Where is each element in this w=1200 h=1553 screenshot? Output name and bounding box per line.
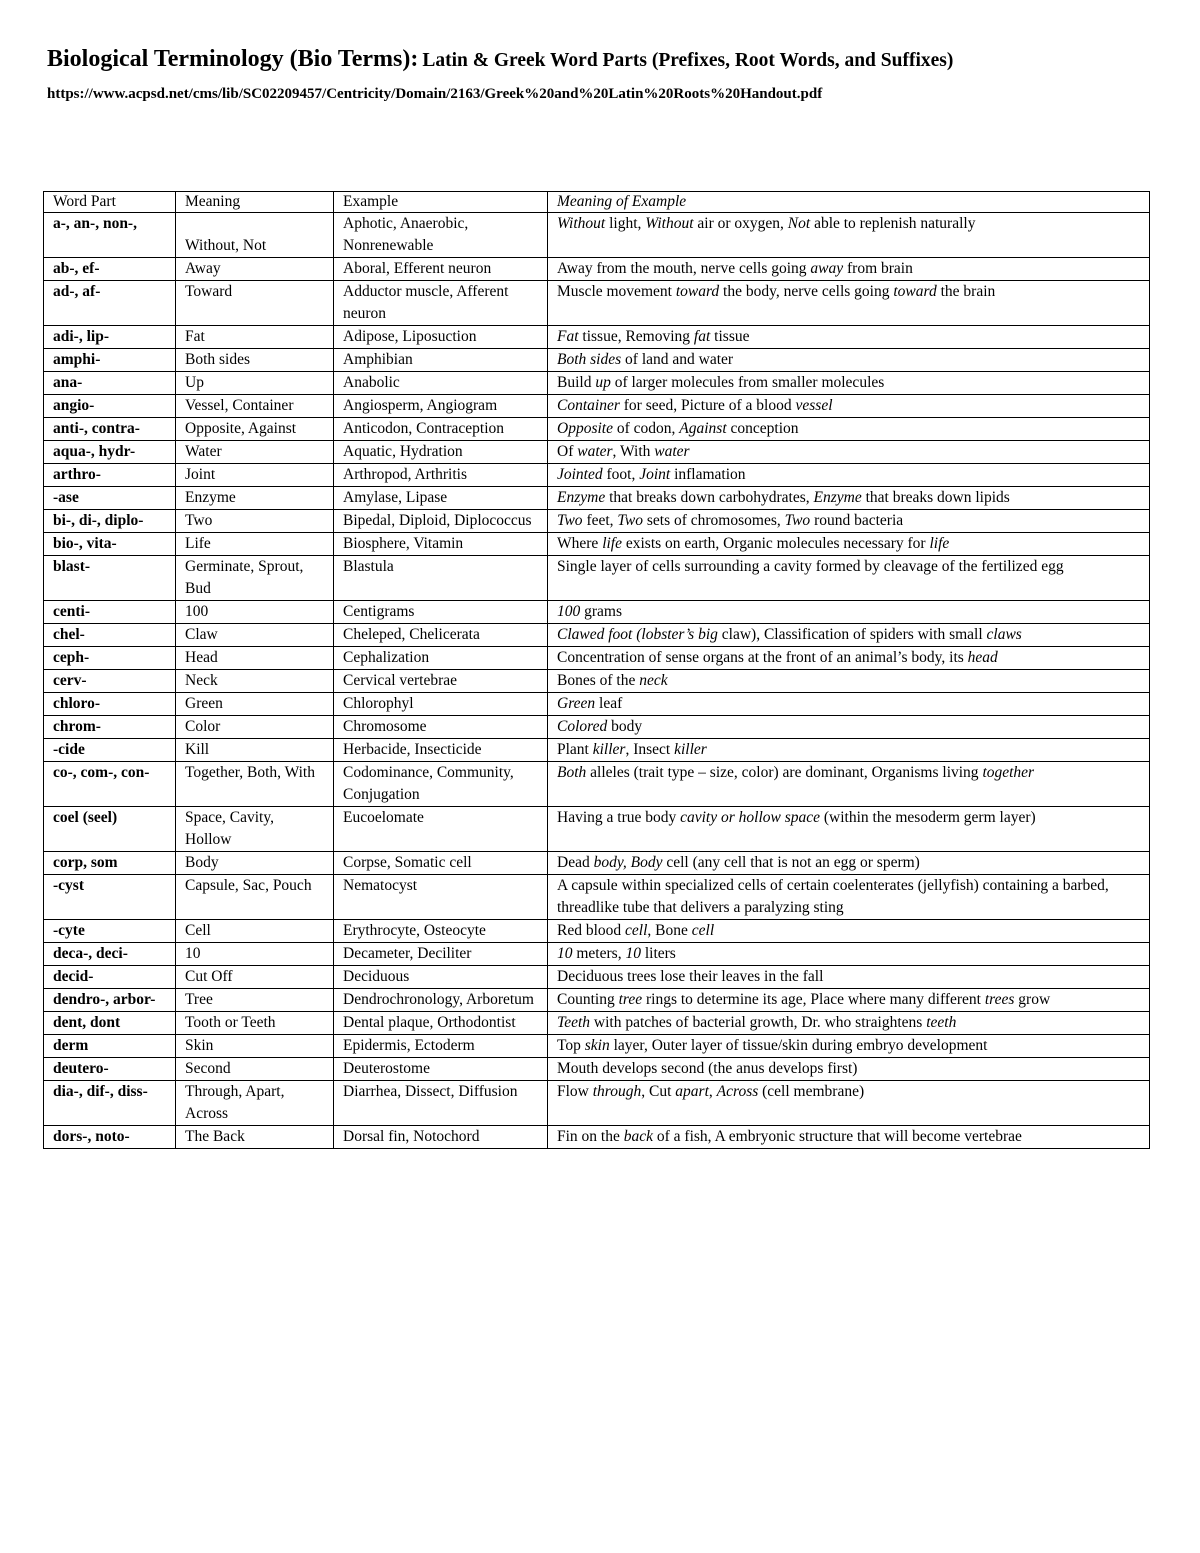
table-row [44,418,1150,441]
meaning-of-example-cell: A capsule within specialized cells of certain coelenterates (jellyfish) containing a barbed, threadlike tube that delivers a paralyzing sting [548,875,1150,920]
table-row [44,807,1150,852]
meaning-of-example-cell: Mouth develops second (the anus develops first) [548,1058,1150,1081]
meaning-cell: Enzyme [176,487,334,510]
example-cell: Angiosperm, Angiogram [334,395,548,418]
meaning-cell: Kill [176,739,334,762]
table-row [44,326,1150,349]
word-part-cell: chel- [44,624,176,647]
example-cell: Aphotic, Anaerobic, Nonrenewable [334,213,548,258]
meaning-of-example-cell: Red blood cell, Bone cell [548,920,1150,943]
word-part-cell: ab-, ef- [44,258,176,281]
meaning-cell: Germinate, Sprout, Bud [176,556,334,601]
example-cell: Amphibian [334,349,548,372]
word-part-cell: ana- [44,372,176,395]
page-title [47,46,953,73]
example-cell: Chlorophyl [334,693,548,716]
meaning-cell: Up [176,372,334,395]
example-cell: Bipedal, Diploid, Diplococcus [334,510,548,533]
meaning-of-example-cell: Where life exists on earth, Organic molecules necessary for life [548,533,1150,556]
meaning-of-example-cell: Muscle movement toward the body, nerve cells going toward the brain [548,281,1150,326]
word-part-cell: dia-, dif-, diss- [44,1081,176,1126]
table-row [44,989,1150,1012]
table-row [44,1012,1150,1035]
example-cell: Cheleped, Chelicerata [334,624,548,647]
table-row [44,510,1150,533]
meaning-of-example-cell: Fin on the back of a fish, A embryonic structure that will become vertebrae [548,1126,1150,1149]
word-part-cell: angio- [44,395,176,418]
header-meaning-of-example: Meaning of Example [548,192,1150,213]
meaning-of-example-cell: Having a true body cavity or hollow space (within the mesoderm germ layer) [548,807,1150,852]
word-part-cell: co-, com-, con- [44,762,176,807]
word-part-cell: adi-, lip- [44,326,176,349]
word-part-cell: -cyte [44,920,176,943]
example-cell: Eucoelomate [334,807,548,852]
meaning-cell: Capsule, Sac, Pouch [176,875,334,920]
word-part-cell: bi-, di-, diplo- [44,510,176,533]
meaning-of-example-cell: Without light, Without air or oxygen, Not able to replenish naturally [548,213,1150,258]
meaning-of-example-cell: Colored body [548,716,1150,739]
meaning-of-example-cell: Both sides of land and water [548,349,1150,372]
example-cell: Aquatic, Hydration [334,441,548,464]
meaning-cell: Fat [176,326,334,349]
example-cell: Aboral, Efferent neuron [334,258,548,281]
table-row [44,943,1150,966]
meaning-of-example-cell: Dead body, Body cell (any cell that is not an egg or sperm) [548,852,1150,875]
example-cell: Dendrochronology, Arboretum [334,989,548,1012]
example-cell: Diarrhea, Dissect, Diffusion [334,1081,548,1126]
table-row [44,966,1150,989]
word-part-cell: anti-, contra- [44,418,176,441]
meaning-of-example-cell: Of water, With water [548,441,1150,464]
table-row [44,258,1150,281]
example-cell: Erythrocyte, Osteocyte [334,920,548,943]
word-part-cell: coel (seel) [44,807,176,852]
table-row [44,670,1150,693]
meaning-of-example-cell: 100 grams [548,601,1150,624]
meaning-of-example-cell: 10 meters, 10 liters [548,943,1150,966]
meaning-cell: Skin [176,1035,334,1058]
title-subtitle: Latin & Greek Word Parts (Prefixes, Root Words, and Suffixes) [422,50,954,71]
meaning-cell: Second [176,1058,334,1081]
meaning-cell: Away [176,258,334,281]
meaning-of-example-cell: Both alleles (trait type – size, color) are dominant, Organisms living together [548,762,1150,807]
meaning-cell: Two [176,510,334,533]
table-row [44,395,1150,418]
meaning-cell: Without, Not [176,213,334,258]
meaning-cell: Water [176,441,334,464]
example-cell: Epidermis, Ectoderm [334,1035,548,1058]
meaning-cell: Body [176,852,334,875]
table-row [44,487,1150,510]
example-cell: Anabolic [334,372,548,395]
meaning-of-example-cell: Opposite of codon, Against conception [548,418,1150,441]
meaning-of-example-cell: Away from the mouth, nerve cells going away from brain [548,258,1150,281]
meaning-of-example-cell: Top skin layer, Outer layer of tissue/skin during embryo development [548,1035,1150,1058]
word-part-cell: ceph- [44,647,176,670]
example-cell: Corpse, Somatic cell [334,852,548,875]
meaning-of-example-cell: Fat tissue, Removing fat tissue [548,326,1150,349]
meaning-of-example-cell: Single layer of cells surrounding a cavity formed by cleavage of the fertilized egg [548,556,1150,601]
example-cell: Amylase, Lipase [334,487,548,510]
meaning-of-example-cell: Clawed foot (lobster’s big claw), Classification of spiders with small claws [548,624,1150,647]
meaning-of-example-cell: Flow through, Cut apart, Across (cell membrane) [548,1081,1150,1126]
word-part-cell: -cyst [44,875,176,920]
word-part-cell: aqua-, hydr- [44,441,176,464]
table-row [44,1081,1150,1126]
table-row [44,213,1150,258]
meaning-cell: Tree [176,989,334,1012]
word-part-cell: -cide [44,739,176,762]
example-cell: Centigrams [334,601,548,624]
meaning-cell: Head [176,647,334,670]
example-cell: Cephalization [334,647,548,670]
example-cell: Adductor muscle, Afferent neuron [334,281,548,326]
table-row [44,739,1150,762]
word-part-cell: -ase [44,487,176,510]
meaning-cell: Both sides [176,349,334,372]
example-cell: Deuterostome [334,1058,548,1081]
word-part-cell: chrom- [44,716,176,739]
table-row [44,852,1150,875]
meaning-cell: Cell [176,920,334,943]
word-part-cell: a-, an-, non-, [44,213,176,258]
meaning-cell: Joint [176,464,334,487]
word-part-cell: cerv- [44,670,176,693]
word-part-cell: chloro- [44,693,176,716]
meaning-of-example-cell: Bones of the neck [548,670,1150,693]
example-cell: Anticodon, Contraception [334,418,548,441]
example-cell: Dental plaque, Orthodontist [334,1012,548,1035]
word-part-cell: dors-, noto- [44,1126,176,1149]
meaning-cell: The Back [176,1126,334,1149]
table-row [44,875,1150,920]
meaning-of-example-cell: Green leaf [548,693,1150,716]
word-part-cell: corp, som [44,852,176,875]
table-row [44,762,1150,807]
table-row [44,624,1150,647]
table-row [44,920,1150,943]
table-row [44,1035,1150,1058]
meaning-cell: Opposite, Against [176,418,334,441]
source-url[interactable]: https://www.acpsd.net/cms/lib/SC02209457/Centricity/Domain/2163/Greek%20and%20Latin%20Roots%20Handout.pdf [47,86,823,102]
meaning-cell: Together, Both, With [176,762,334,807]
table-row [44,693,1150,716]
meaning-cell: 100 [176,601,334,624]
meaning-cell: 10 [176,943,334,966]
word-part-cell: derm [44,1035,176,1058]
header-word-part: Word Part [44,192,176,213]
example-cell: Decameter, Deciliter [334,943,548,966]
table-row [44,441,1150,464]
table-row [44,556,1150,601]
example-cell: Biosphere, Vitamin [334,533,548,556]
meaning-of-example-cell: Container for seed, Picture of a blood vessel [548,395,1150,418]
word-part-cell: ad-, af- [44,281,176,326]
title-main: Biological Terminology (Bio Terms): [47,46,419,72]
word-part-cell: dendro-, arbor- [44,989,176,1012]
example-cell: Blastula [334,556,548,601]
word-part-cell: bio-, vita- [44,533,176,556]
header-example: Example [334,192,548,213]
meaning-cell: Neck [176,670,334,693]
meaning-cell: Claw [176,624,334,647]
meaning-of-example-cell: Plant killer, Insect killer [548,739,1150,762]
example-cell: Nematocyst [334,875,548,920]
table-row [44,533,1150,556]
table-row [44,647,1150,670]
table-row [44,1058,1150,1081]
meaning-cell: Green [176,693,334,716]
table-row [44,601,1150,624]
terminology-table [43,191,1150,1149]
example-cell: Herbacide, Insecticide [334,739,548,762]
example-cell: Deciduous [334,966,548,989]
table-body [44,213,1150,1149]
meaning-of-example-cell: Enzyme that breaks down carbohydrates, Enzyme that breaks down lipids [548,487,1150,510]
example-cell: Codominance, Community, Conjugation [334,762,548,807]
word-part-cell: blast- [44,556,176,601]
meaning-cell: Vessel, Container [176,395,334,418]
example-cell: Dorsal fin, Notochord [334,1126,548,1149]
meaning-of-example-cell: Counting tree rings to determine its age, Place where many different trees grow [548,989,1150,1012]
word-part-cell: dent, dont [44,1012,176,1035]
word-part-cell: arthro- [44,464,176,487]
example-cell: Cervical vertebrae [334,670,548,693]
example-cell: Arthropod, Arthritis [334,464,548,487]
meaning-of-example-cell: Concentration of sense organs at the front of an animal’s body, its head [548,647,1150,670]
table-row [44,1126,1150,1149]
word-part-cell: deutero- [44,1058,176,1081]
word-part-cell: centi- [44,601,176,624]
meaning-cell: Life [176,533,334,556]
example-cell: Chromosome [334,716,548,739]
meaning-cell: Toward [176,281,334,326]
table-header-row [44,192,1150,213]
table-row [44,716,1150,739]
meaning-of-example-cell: Two feet, Two sets of chromosomes, Two round bacteria [548,510,1150,533]
meaning-cell: Through, Apart, Across [176,1081,334,1126]
meaning-cell: Color [176,716,334,739]
header-meaning: Meaning [176,192,334,213]
word-part-cell: deca-, deci- [44,943,176,966]
table-row [44,349,1150,372]
meaning-cell: Tooth or Teeth [176,1012,334,1035]
word-part-cell: decid- [44,966,176,989]
table-row [44,281,1150,326]
meaning-of-example-cell: Build up of larger molecules from smaller molecules [548,372,1150,395]
table-row [44,372,1150,395]
meaning-of-example-cell: Teeth with patches of bacterial growth, Dr. who straightens teeth [548,1012,1150,1035]
table-row [44,464,1150,487]
example-cell: Adipose, Liposuction [334,326,548,349]
meaning-of-example-cell: Deciduous trees lose their leaves in the fall [548,966,1150,989]
meaning-cell: Space, Cavity, Hollow [176,807,334,852]
word-part-cell: amphi- [44,349,176,372]
meaning-of-example-cell: Jointed foot, Joint inflamation [548,464,1150,487]
meaning-cell: Cut Off [176,966,334,989]
